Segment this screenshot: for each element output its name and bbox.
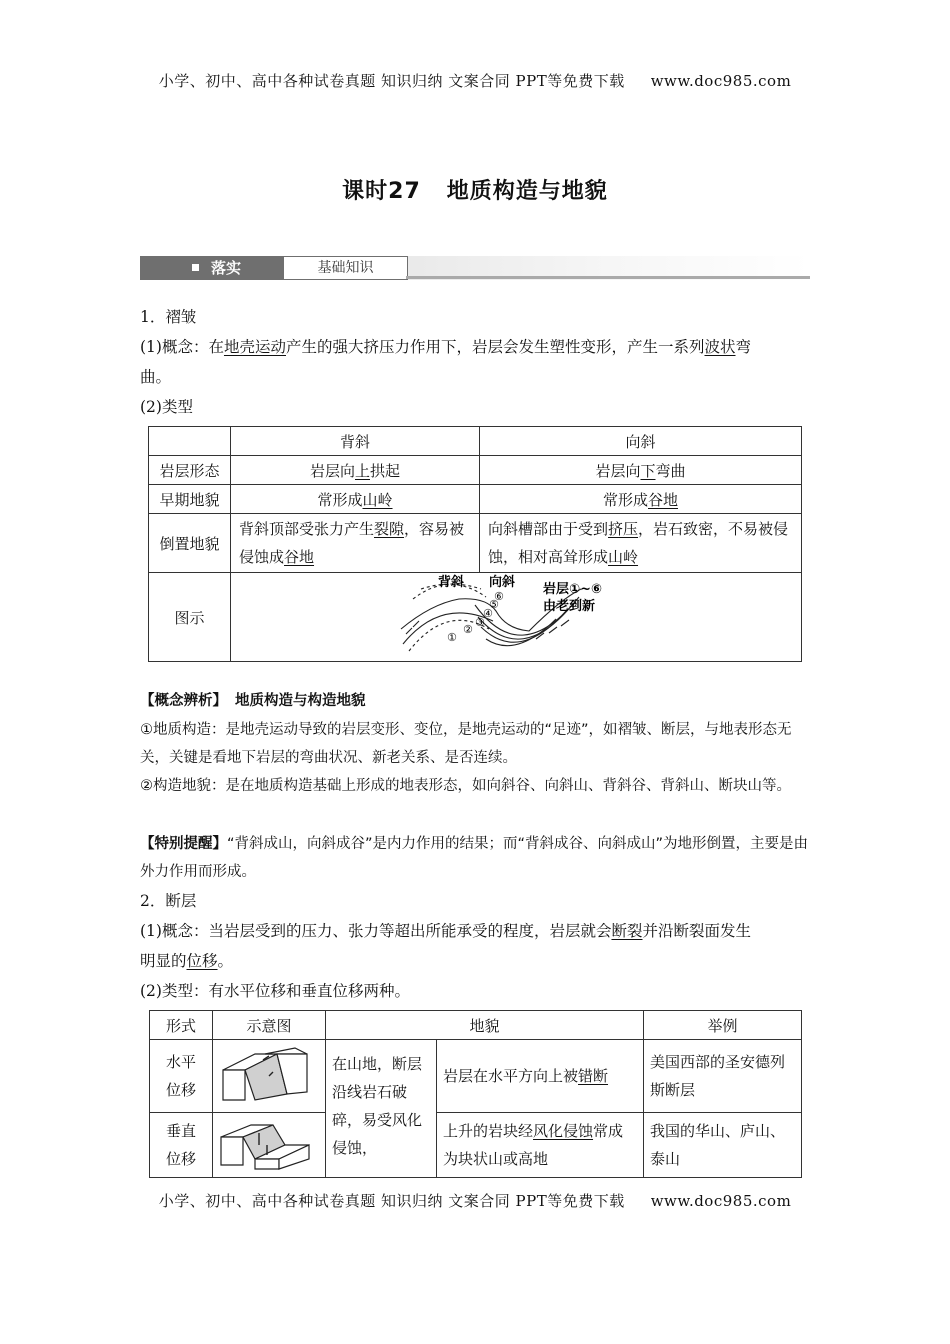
layer-note-1: 岩层①~⑥ <box>543 582 602 597</box>
analysis-heading: 【概念辨析】 地质构造与构造地貌 <box>140 693 366 709</box>
table-row: 垂直位移 上升的岩块经风化侵蚀常成为块状山或高地 我国的华山、庐山、泰山 <box>150 1113 802 1178</box>
fold-diagram <box>231 573 801 657</box>
page-footer: 小学、初中、高中各种试卷真题 知识归纳 文案合同 PPT等免费下载 www.doc985.com <box>158 1192 792 1210</box>
fault-concept: (1)概念：当岩层受到的压力、张力等超出所能承受的程度，岩层就会断裂并沿断裂面发生 明显的位移。 <box>140 922 751 970</box>
fold-concept: (1)概念：在地壳运动产生的强大挤压力作用下，岩层会发生塑性变形，产生一系列波状弯 曲。 <box>140 338 752 386</box>
footer-site[interactable]: www.doc985.com <box>650 1192 792 1210</box>
fold-table: 背斜 向斜 岩层形态 岩层向上拱起 岩层向下弯曲 早期地貌 常形成山岭 常形成谷地 倒置地貌 背斜顶部受张力产生裂隙，容易被侵蚀成谷地 向斜槽部由于受到挤压，岩石致密，不易被侵蚀，相对高耸形成山岭 图示 背斜 向斜 岩层①~⑥ 由老到新 ① ② ③ ④ ⑤ ⑥ <box>148 426 802 662</box>
section-banner: 落实 基础知识 <box>140 256 810 280</box>
page-header: 小学、初中、高中各种试卷真题 知识归纳 文案合同 PPT等免费下载 www.doc985.com <box>158 72 792 90</box>
table-row: 水平位移 在山地，断层沿线岩石破碎，易受风化侵蚀， 岩层在水平方向上被错断 美国西部的圣安德列斯断层 <box>150 1040 802 1113</box>
layer-marker: ① <box>447 631 457 644</box>
layer-note-2: 由老到新 <box>543 599 596 614</box>
section-1-heading: 1．褶皱 <box>140 308 197 326</box>
analysis-p2: ②构造地貌：是在地质构造基础上形成的地表形态，如向斜谷、向斜山、背斜谷、背斜山、断块山等。 <box>140 778 791 794</box>
fault-table: 形式 示意图 地貌 举例 水平位移 在山地，断层沿线岩石破碎，易受风化侵蚀， 岩层在水平方向上被错断 美国西部的圣安德列斯断层 垂直位移 上升的岩块经风化侵蚀常成为块状山或高地 我国的华山、庐山、泰山 <box>149 1010 802 1178</box>
layer-marker: ③ <box>475 616 485 629</box>
table-row: 早期地貌 常形成山岭 常形成谷地 <box>149 485 802 514</box>
fault-type-line: (2)类型：有水平位移和垂直位移两种。 <box>140 982 410 1000</box>
table-row: 岩层形态 岩层向上拱起 岩层向下弯曲 <box>149 456 802 485</box>
section-2-heading: 2．断层 <box>140 892 197 910</box>
fold-type-label: (2)类型 <box>140 398 193 416</box>
horizontal-fault-diagram <box>215 1042 315 1106</box>
square-bullet-icon <box>192 264 199 271</box>
page-title: 课时27 地质构造与地貌 <box>342 179 608 204</box>
vertical-fault-diagram <box>215 1115 315 1171</box>
syncline-label: 向斜 <box>489 575 516 590</box>
layer-line <box>481 611 566 642</box>
header-site[interactable]: www.doc985.com <box>650 72 792 90</box>
table-row: 图示 背斜 向斜 岩层①~⑥ 由老到新 ① ② ③ ④ ⑤ ⑥ <box>149 573 802 662</box>
layer-marker: ⑥ <box>494 590 504 603</box>
analysis-p1: ①地质构造：是地壳运动导致的岩层变形、变位，是地壳运动的“足迹”，如褶皱、断层，与地表形态无关，关键是看地下岩层的弯曲状况、新老关系、是否连续。 <box>140 722 792 766</box>
anticline-label: 背斜 <box>438 575 465 590</box>
layer-marker: ② <box>463 623 473 636</box>
layer-marker: ⑤ <box>489 598 499 611</box>
layer-marker: ④ <box>483 607 493 620</box>
table-row: 倒置地貌 背斜顶部受张力产生裂隙，容易被侵蚀成谷地 向斜槽部由于受到挤压，岩石致密，不易被侵蚀，相对高耸形成山岭 <box>149 514 802 573</box>
special-reminder: 【特别提醒】“背斜成山，向斜成谷”是内力作用的结果；而“背斜成谷、向斜成山”为地形倒置，主要是由外力作用而形成。 <box>140 836 809 880</box>
